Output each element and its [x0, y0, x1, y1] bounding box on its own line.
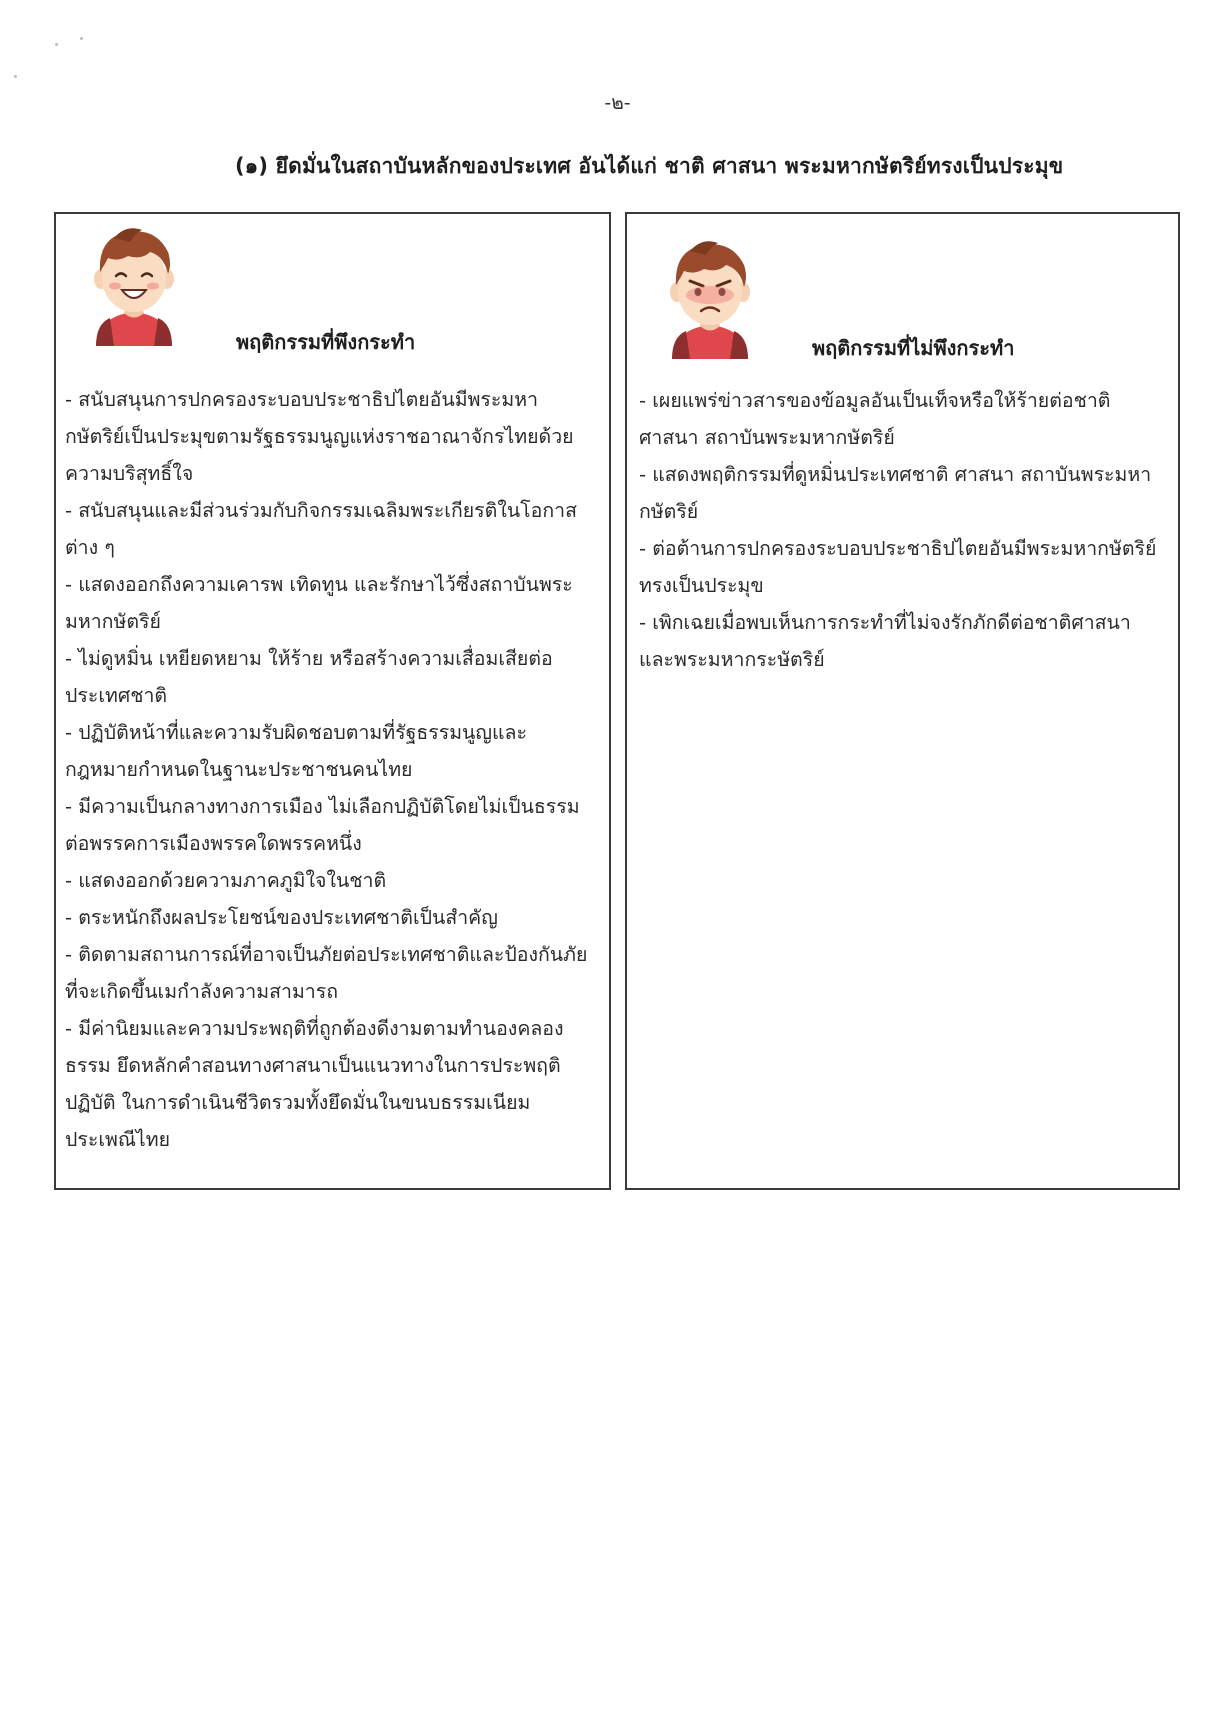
- list-item: - สนับสนุนและมีส่วนร่วมกับกิจกรรมเฉลิมพระเกียรติในโอกาสต่าง ๆ: [65, 499, 578, 559]
- list-item: - ตระหนักถึงผลประโยชน์ของประเทศชาติเป็นสำคัญ: [65, 906, 498, 929]
- list-item: - สนับสนุนการปกครองระบอบประชาธิปไตยอันมีพระมหากษัตริย์เป็นประมุขตามรัฐธรรมนูญแห่งราชอาณาจักรไทยด้วยความบริสุทธิ์ใจ: [65, 388, 574, 485]
- list-item: - เผยแพร่ข่าวสารของข้อมูลอันเป็นเท็จหรือให้ร้ายต่อชาติศาสนา สถาบันพระมหากษัตริย์: [639, 389, 1111, 449]
- list-item: - แสดงออกด้วยความภาคภูมิใจในชาติ: [65, 869, 387, 892]
- upset-boy-icon: [660, 229, 760, 359]
- panel-title: พฤติกรรมที่ไม่พึงกระทำ: [812, 336, 1015, 360]
- list-item: - ติดตามสถานการณ์ที่อาจเป็นภัยต่อประเทศชาติและป้องกันภัยที่จะเกิดขึ้นเมกำลังความสามารถ: [65, 943, 588, 1003]
- list-item: - แสดงออกถึงความเคารพ เทิดทูน และรักษาไว้ซึ่งสถาบันพระมหากษัตริย์: [65, 573, 573, 633]
- scan-speck: [80, 37, 83, 40]
- undesirable-behavior-panel: [625, 212, 1180, 1190]
- list-item: - ปฏิบัติหน้าที่และความรับผิดชอบตามที่รัฐธรรมนูญและกฎหมายกำหนดในฐานะประชาชนคนไทย: [65, 721, 527, 781]
- panel-title: พฤติกรรมที่พึงกระทำ: [236, 330, 416, 354]
- list-item: - มีค่านิยมและความประพฤติที่ถูกต้องดีงามตามทำนองคลองธรรม ยึดหลักคำสอนทางศาสนาเป็นแนวทางในการประพฤติ ปฏิบัติ ในการดำเนินชีวิตรวมทั้งยึดมั่นในขนบธรรมเนียมประเพณีไทย: [65, 1017, 564, 1151]
- list-item: - มีความเป็นกลางทางการเมือง ไม่เลือกปฏิบัติโดยไม่เป็นธรรมต่อพรรคการเมืองพรรคใดพรรคหนึ่ง: [65, 795, 580, 855]
- behavior-list: [639, 382, 1164, 678]
- happy-boy-icon: [84, 216, 184, 346]
- scan-speck: [14, 75, 17, 78]
- behavior-list: [65, 381, 590, 1158]
- list-item: - ไม่ดูหมิ่น เหยียดหยาม ให้ร้าย หรือสร้างความเสื่อมเสียต่อประเทศชาติ: [65, 647, 553, 707]
- list-item: - ต่อต้านการปกครองระบอบประชาธิปไตยอันมีพระมหากษัตริย์ทรงเป็นประมุข: [639, 537, 1157, 597]
- list-item: - แสดงพฤติกรรมที่ดูหมิ่นประเทศชาติ ศาสนา สถาบันพระมหากษัตริย์: [639, 463, 1152, 523]
- page-number: -๒-: [604, 92, 631, 114]
- scan-speck: [55, 43, 58, 46]
- section-heading: (๑) ยึดมั่นในสถาบันหลักของประเทศ อันได้แก่ ชาติ ศาสนา พระมหากษัตริย์ทรงเป็นประมุข: [235, 154, 1064, 178]
- list-item: - เพิกเฉยเมื่อพบเห็นการกระทำที่ไม่จงรักภักดีต่อชาติศาสนา และพระมหากระษัตริย์: [639, 611, 1131, 671]
- desirable-behavior-panel: [54, 212, 611, 1190]
